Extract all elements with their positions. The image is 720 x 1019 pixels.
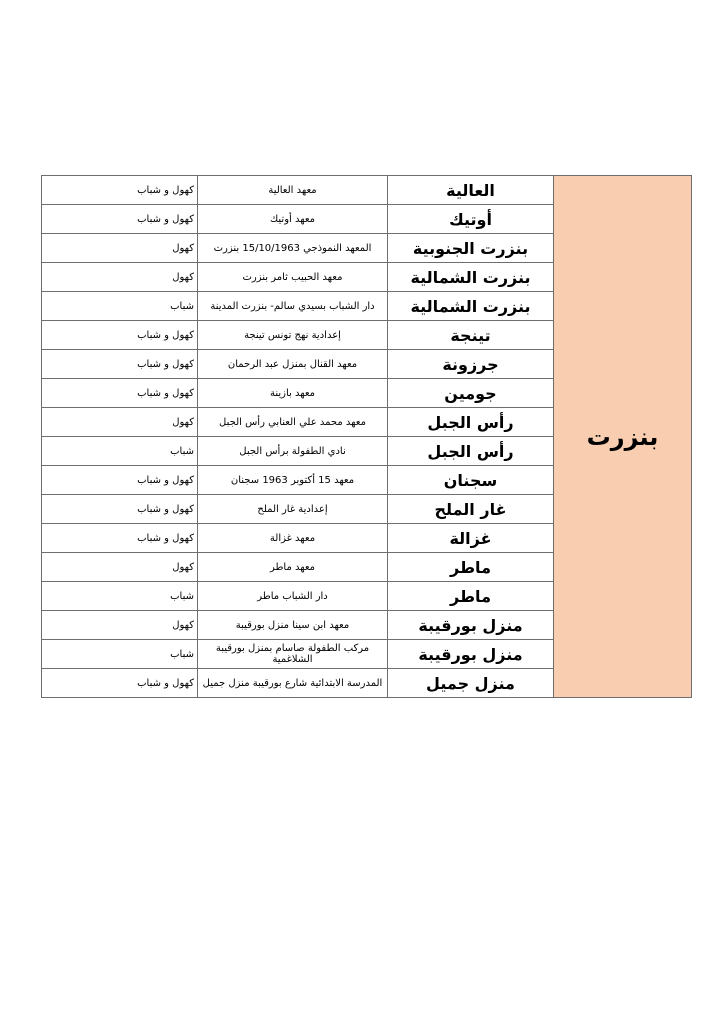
table-body [42, 176, 692, 698]
delegation-cell: بنزرت الجنوبية [388, 234, 554, 263]
institution-cell: معهد محمد علي العنابي رأس الجبل [198, 408, 388, 437]
institution-cell: المدرسة الابتدائية شارع بورقيبة منزل جميل [198, 669, 388, 698]
category-cell: كهول [42, 408, 198, 437]
delegation-cell: سجنان [388, 466, 554, 495]
category-cell: كهول و شباب [42, 176, 198, 205]
institution-cell: معهد العالية [198, 176, 388, 205]
institution-cell: معهد الحبيب ثامر بنزرت [198, 263, 388, 292]
delegation-cell: منزل بورقيبة [388, 611, 554, 640]
delegation-cell: منزل جميل [388, 669, 554, 698]
institution-cell: دار الشباب بسيدي سالم- بنزرت المدينة [198, 292, 388, 321]
category-cell: شباب [42, 640, 198, 669]
institution-cell: دار الشباب ماطر [198, 582, 388, 611]
institution-cell: المعهد النموذجي 15/10/1963 بنزرت [198, 234, 388, 263]
institution-cell: معهد القنال بمنزل عبد الرحمان [198, 350, 388, 379]
category-cell: كهول [42, 611, 198, 640]
institution-cell: نادي الطفولة برأس الجبل [198, 437, 388, 466]
institution-cell: معهد ابن سينا منزل بورقيبة [198, 611, 388, 640]
category-cell: كهول [42, 263, 198, 292]
category-cell: كهول [42, 234, 198, 263]
delegation-cell: جومين [388, 379, 554, 408]
institution-cell: معهد غزالة [198, 524, 388, 553]
delegation-cell: ماطر [388, 582, 554, 611]
institution-cell: معهد أوتيك [198, 205, 388, 234]
institution-cell: معهد ماطر [198, 553, 388, 582]
centers-table [41, 175, 692, 698]
delegation-cell: تينجة [388, 321, 554, 350]
governorate-cell: بنزرت [554, 176, 692, 698]
category-cell: شباب [42, 292, 198, 321]
delegation-cell: غزالة [388, 524, 554, 553]
institution-cell: معهد 15 أكتوبر 1963 سجنان [198, 466, 388, 495]
category-cell: كهول و شباب [42, 205, 198, 234]
category-cell: شباب [42, 582, 198, 611]
institution-cell: معهد بازينة [198, 379, 388, 408]
institution-cell: مركب الطفولة صاسام بمنزل بورقيبة الشلاغمية [198, 640, 388, 669]
delegation-cell: رأس الجبل [388, 408, 554, 437]
delegation-cell: منزل بورقيبة [388, 640, 554, 669]
category-cell: كهول و شباب [42, 466, 198, 495]
category-cell: كهول و شباب [42, 495, 198, 524]
table-row [42, 176, 692, 205]
category-cell: كهول [42, 553, 198, 582]
category-cell: كهول و شباب [42, 321, 198, 350]
delegation-cell: بنزرت الشمالية [388, 292, 554, 321]
delegation-cell: ماطر [388, 553, 554, 582]
delegation-cell: العالية [388, 176, 554, 205]
category-cell: كهول و شباب [42, 350, 198, 379]
delegation-cell: جرزونة [388, 350, 554, 379]
delegation-cell: أوتيك [388, 205, 554, 234]
delegation-cell: بنزرت الشمالية [388, 263, 554, 292]
category-cell: شباب [42, 437, 198, 466]
institution-cell: إعدادية غار الملح [198, 495, 388, 524]
category-cell: كهول و شباب [42, 669, 198, 698]
category-cell: كهول و شباب [42, 379, 198, 408]
delegation-cell: رأس الجبل [388, 437, 554, 466]
category-cell: كهول و شباب [42, 524, 198, 553]
delegation-cell: غار الملح [388, 495, 554, 524]
institution-cell: إعدادية نهج تونس تينجة [198, 321, 388, 350]
